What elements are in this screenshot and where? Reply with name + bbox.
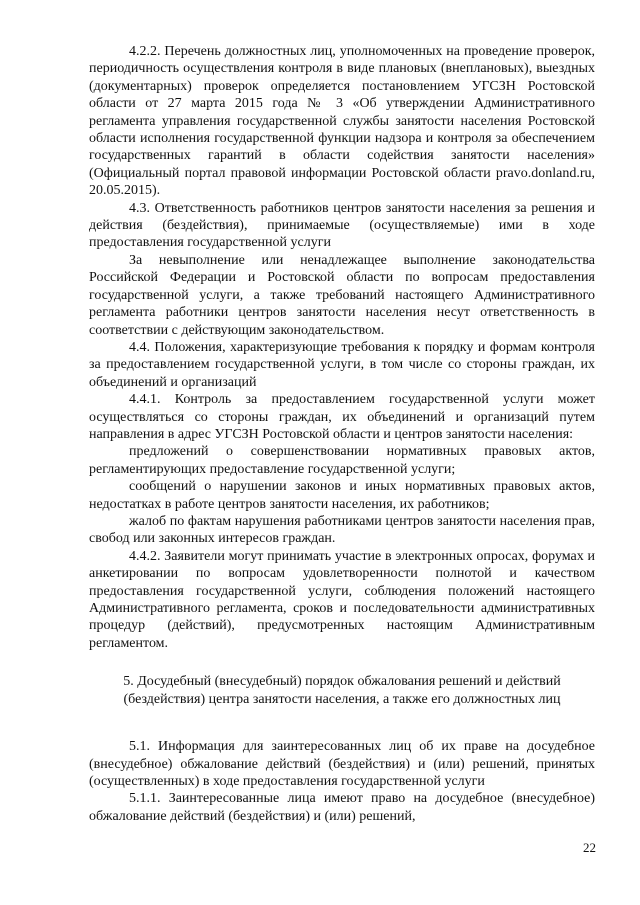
section-5-heading [83,673,601,709]
paragraph-5-1-1: 5.1.1. Заинтересованные лица имеют право на досудебное (внесудебное) обжалование действий (бездействия) и (или) решений, [89,791,595,824]
paragraph-4-4-1: 4.4.1. Контроль за предоставлением государственной услуги может осуществляться со стороны граждан, их объединений и организаций путем направления в адрес УГСЗН Ростовской области и центров занятости населения: [89,392,595,442]
paragraph-4-4-2: 4.4.2. Заявители могут принимать участие в электронных опросах, форумах и анкетировании по вопросам удовлетворенности полнотой и качеством предоставления государственной услуги, соблюдения положений настоящего Административного регламента, сроков и последовательности административных процедур (действий), предусмотренных настоящим Административным регламентом. [89,548,595,651]
paragraph-5-1: 5.1. Информация для заинтересованных лиц об их праве на досудебное (внесудебное) обжалование действий (бездействия) и (или) решений, принятых (осуществленных) в ходе предоставления государственной услуги [89,739,595,790]
section-5-heading-line-1: 5. Досудебный (внесудебный) порядок обжалования решений и действий [123,674,561,690]
paragraph-4-4: 4.4. Положения, характеризующие требования к порядку и формам контроля за предоставлением государственной услуги, в том числе со стороны граждан, их объединений и организаций [89,339,595,390]
paragraph-4-2-2: 4.2.2. Перечень должностных лиц, уполномоченных на проведение проверок, периодичность осуществления контроля в виде плановых (внеплановых), выездных (документарных) проверок определяется постановлением УГСЗН Ростовской области от 27 марта 2015 года № 3 «Об утверждении Административного регламента управления государственной службы занятости населения Ростовской области исполнения государственной функции надзора и контроля за обеспечением государственных гарантий в области содействия занятости населения» (Официальный портал правовой информации Ростовской области pravo.donland.ru, 20.05.2015). [89,44,595,199]
list-item-reports: сообщений о нарушении законов и иных нормативных правовых актов, недостатках в работе центров занятости населения, их работников; [89,479,595,512]
paragraph-4-3: 4.3. Ответственность работников центров занятости населения за решения и действия (бездействия), принимаемые (осуществляемые) ими в ходе предоставления государственной услуги [89,200,595,251]
list-item-proposals: предложений о совершенствовании нормативных правовых актов, регламентирующих предоставление государственной услуги; [89,444,595,477]
section-5-heading-line-2: (бездействия) центра занятости населения, а также его должностных лиц [123,692,561,708]
page-number: 22 [583,840,596,855]
paragraph-responsibility: За невыполнение или ненадлежащее выполнение законодательства Российской Федерации и Ростовской области по вопросам предоставления государственной услуги, а также требований настоящего Административного регламента работники центров занятости населения несут ответственность в соответствии с действующим законодательством. [89,252,595,338]
list-item-complaints: жалоб по фактам нарушения работниками центров занятости населения прав, свобод или законных интересов граждан. [89,513,595,547]
